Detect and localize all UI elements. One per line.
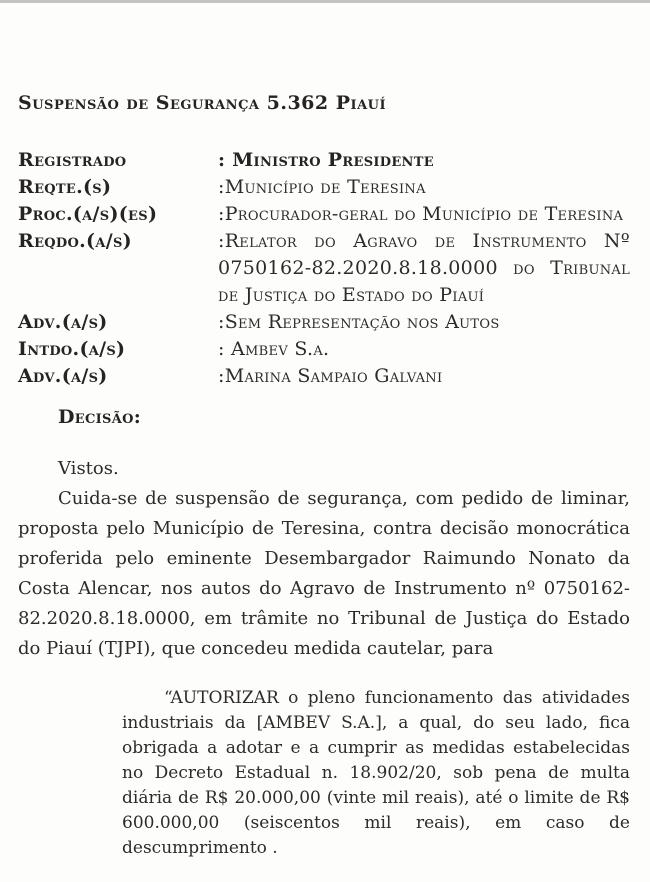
field-value-reqte: :Município de Teresina <box>218 176 426 198</box>
field-label-intdo: Intdo.(a/s) <box>18 338 126 360</box>
field-value-adv-1: :Sem Representação nos Autos <box>218 311 500 333</box>
field-label-adv-2: Adv.(a/s) <box>18 365 108 387</box>
field-value-proc: :Procurador-geral do Município de Teresina <box>218 203 624 225</box>
decision-heading: Decisão: <box>58 406 142 428</box>
field-label-registrado: Registrado <box>18 149 127 171</box>
scan-top-edge <box>0 0 650 3</box>
field-label-proc: Proc.(a/s)(es) <box>18 203 158 225</box>
field-value-intdo: : Ambev S.a. <box>218 338 330 360</box>
field-label-adv-1: Adv.(a/s) <box>18 311 108 333</box>
field-label-reqte: Reqte.(s) <box>18 176 112 198</box>
case-title: Suspensão de Segurança 5.362 Piauí <box>18 92 387 114</box>
paragraph-vistos: Vistos. <box>58 458 119 479</box>
field-label-reqdo: Reqdo.(a/s) <box>18 230 132 252</box>
field-value-reqdo: :Relator do Agravo de Instrumento Nº 0750162-82.2020.8.18.0000 do Tribunal de Justiça do Estado do Piauí <box>218 230 630 306</box>
paragraph-case-summary: Cuida-se de suspensão de segurança, com pedido de liminar, proposta pelo Município de Teresina, contra decisão monocrática proferida pelo eminente Desembargador Raimundo Nonato da Costa Alencar, nos autos do Agravo de Instrumento nº 0750162-82.2020.8.18.0000, em trâmite no Tribunal de Justiça do Estado do Piauí (TJPI), que concedeu medida cautelar, para <box>18 488 630 659</box>
quoted-decision-excerpt: “AUTORIZAR o pleno funcionamento das atividades industriais da [AMBEV S.A.], a qual, do seu lado, fica obrigada a adotar e a cumprir as medidas estabelecidas no Decreto Estadual n. 18.902/20, sob pena de multa diária de R$ 20.000,00 (vinte mil reais), até o limite de R$ 600.000,00 (seiscentos mil reais), em caso de descumprimento . <box>122 688 630 858</box>
case-header-fields <box>18 147 630 390</box>
field-value-adv-2: :Marina Sampaio Galvani <box>218 365 443 387</box>
field-value-registrado: : Ministro Presidente <box>218 149 434 171</box>
